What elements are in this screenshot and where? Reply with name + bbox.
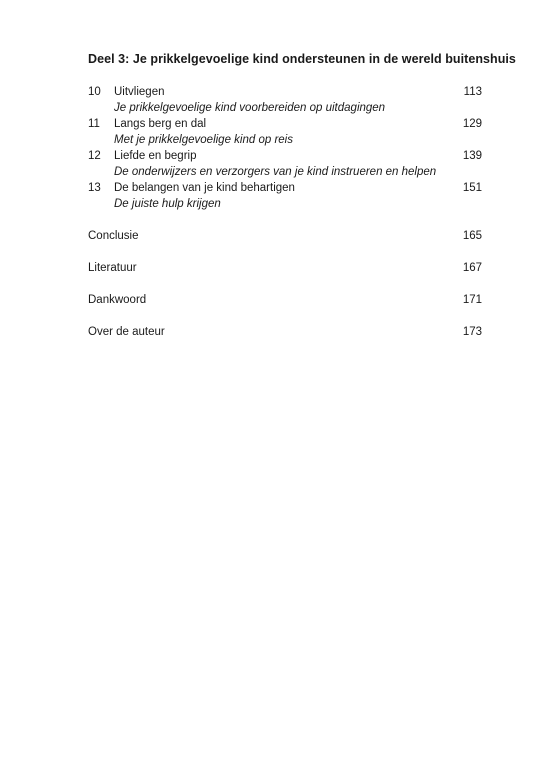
toc-entry-literatuur xyxy=(88,260,482,276)
chapter-number: 12 xyxy=(88,150,101,162)
entry-page: 173 xyxy=(462,326,482,338)
chapter-page: 139 xyxy=(462,150,482,162)
part-title: Deel 3: Je prikkelgevoelige kind ondersteunen in de wereld buitenshuis xyxy=(88,52,516,66)
toc-entry-dankwoord xyxy=(88,292,482,308)
chapter-page: 151 xyxy=(462,182,482,194)
chapter-title: Langs berg en dal xyxy=(114,118,207,130)
chapter-number: 11 xyxy=(88,118,100,130)
entry-label: Dankwoord xyxy=(88,294,147,306)
entry-page: 171 xyxy=(462,294,482,306)
toc-chapter-10 xyxy=(88,84,482,114)
chapter-subtitle: Met je prikkelgevoelige kind op reis xyxy=(114,134,293,146)
chapter-title: De belangen van je kind behartigen xyxy=(114,182,295,194)
chapter-title: Liefde en begrip xyxy=(114,150,197,162)
toc-entry-conclusie xyxy=(88,228,482,244)
chapter-title: Uitvliegen xyxy=(114,86,165,98)
chapter-number: 10 xyxy=(88,86,101,98)
chapter-number: 13 xyxy=(88,182,101,194)
entry-label: Literatuur xyxy=(88,262,137,274)
toc-chapter-13 xyxy=(88,180,482,210)
chapter-page: 129 xyxy=(462,118,482,130)
entry-label: Conclusie xyxy=(88,230,139,242)
entry-label: Over de auteur xyxy=(88,326,165,338)
chapter-page: 113 xyxy=(463,86,482,98)
entry-page: 167 xyxy=(462,262,482,274)
entry-page: 165 xyxy=(462,230,482,242)
chapter-subtitle: De juiste hulp krijgen xyxy=(114,198,221,210)
toc-chapter-12 xyxy=(88,148,482,178)
toc-chapter-11 xyxy=(88,116,482,146)
toc-entry-over-de-auteur xyxy=(88,324,482,340)
chapter-subtitle: De onderwijzers en verzorgers van je kind instrueren en helpen xyxy=(114,166,437,178)
chapter-subtitle: Je prikkelgevoelige kind voorbereiden op uitdagingen xyxy=(114,102,386,114)
